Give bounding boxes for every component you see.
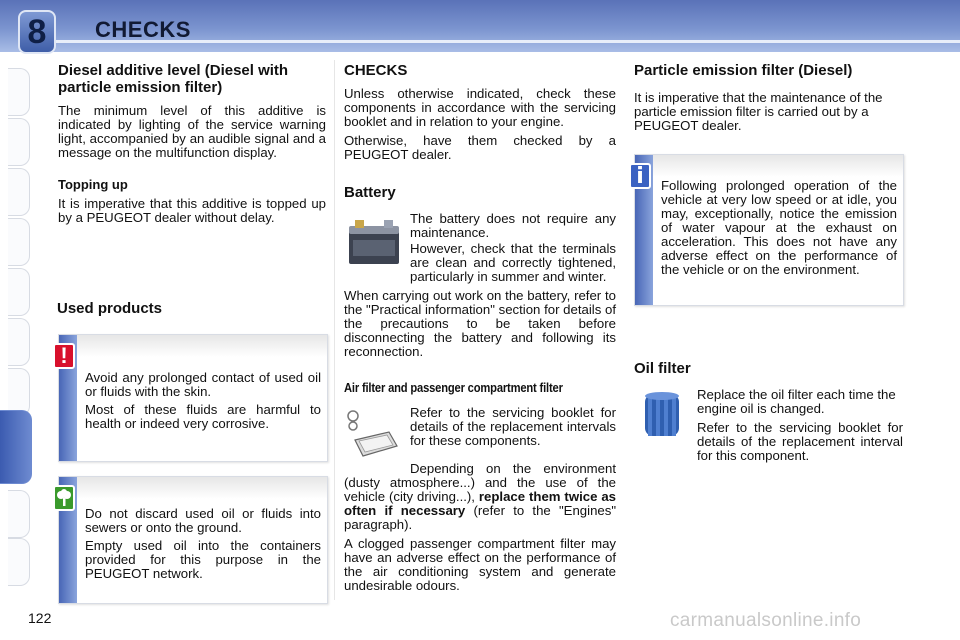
oil-filter-icon: [642, 390, 682, 445]
diesel-additive-title: Diesel additive level (Diesel with particle emission filter): [58, 62, 289, 96]
air-filter-intro: [410, 406, 616, 453]
air-filter-text-1: Refer to the servicing booklet for details of the replacement intervals for these components.: [410, 405, 616, 448]
warning-box-content: [85, 371, 321, 435]
info-text: Following prolonged operation of the vehicle at very low speed or at idle, you may, exceptionally, notice the emission of water vapour at the exhaust on acceleration. This does not have any adverse effect on the performance of the vehicle or on the environment.: [661, 178, 897, 277]
chapter-tab[interactable]: [8, 490, 30, 538]
warning-text-2: Most of these fluids are harmful to health or indeed very corrosive.: [85, 402, 321, 431]
chapter-tab[interactable]: [8, 368, 30, 416]
eco-tree-icon: [53, 485, 75, 511]
environment-text-1: Do not discard used oil or fluids into sewers or onto the ground.: [85, 506, 321, 535]
column-divider: [334, 60, 335, 600]
chapter-tabs: [0, 60, 32, 580]
particle-filter-section: [634, 62, 904, 138]
topping-up-title: Topping up: [58, 177, 128, 192]
oil-filter-body: [697, 388, 903, 468]
checks-title: CHECKS: [344, 62, 408, 79]
air-filter-emphasis: replace them twice as often if necessary: [344, 489, 616, 518]
battery-text-3: When carrying out work on the battery, refer to the "Practical information" section for details of the precautions to be taken before disconnecting the battery and following its reconnection.: [344, 288, 616, 359]
checks-text-2: Otherwise, have them checked by a PEUGEOT dealer.: [344, 133, 616, 162]
diesel-additive-section: [58, 62, 326, 230]
battery-text-1: The battery does not require any maintenance.: [410, 211, 616, 240]
page-number: 122: [28, 610, 52, 626]
air-filter-body: [344, 462, 616, 598]
air-filter-text-3: A clogged passenger compartment filter may have an adverse effect on the performance of the air conditioning system and generate undesirable odours.: [344, 536, 616, 593]
info-box-content: [661, 179, 897, 281]
battery-title: Battery: [344, 184, 396, 201]
topping-up-body: It is imperative that this additive is topped up by a PEUGEOT dealer without delay.: [58, 196, 326, 225]
particle-filter-title: Particle emission filter (Diesel): [634, 62, 853, 79]
page-title: CHECKS: [95, 17, 191, 42]
battery-text-2: However, check that the terminals are clean and correctly tightened, particularly in summer and winter.: [410, 241, 616, 284]
chapter-tab[interactable]: [8, 168, 30, 216]
battery-body: [344, 242, 616, 364]
chapter-tab[interactable]: [8, 318, 30, 366]
diesel-additive-body: The minimum level of this additive is indicated by lighting of the service warning light, accompanied by an audible signal and a message on the multifunction display.: [58, 103, 326, 160]
environment-text-2: Empty used oil into the containers provided for this purpose in the PEUGEOT network.: [85, 538, 321, 581]
warning-text-1: Avoid any prolonged contact of used oil or fluids with the skin.: [85, 370, 321, 399]
air-filter-title: Air filter and passenger compartment filter: [344, 380, 563, 395]
air-filter-text-2: Depending on the environment (dusty atmosphere...) and the use of the vehicle (city driving...), replace them twice as often if necessary (refer to the "Engines" paragraph).: [344, 461, 617, 532]
oil-filter-title: Oil filter: [634, 360, 691, 377]
chapter-tab-active[interactable]: [0, 410, 32, 484]
oil-filter-text-2: Refer to the servicing booklet for details of the replacement interval for this component.: [697, 420, 903, 463]
info-box: [634, 154, 904, 306]
cabin-filter-icon: [345, 410, 401, 465]
checks-text-1: Unless otherwise indicated, check these components in accordance with the servicing booklet and in relation to your engine.: [344, 86, 616, 129]
particle-filter-text: It is imperative that the maintenance of the particle emission filter is carried out by a PEUGEOT dealer.: [634, 90, 883, 133]
warning-box: [58, 334, 328, 462]
chapter-tab[interactable]: [8, 118, 30, 166]
chapter-tab[interactable]: [8, 268, 30, 316]
environment-box: [58, 476, 328, 604]
checks-section: [344, 62, 616, 167]
warning-icon: !: [53, 343, 75, 369]
watermark: carmanualsonline.info: [670, 610, 862, 631]
info-icon: i: [629, 163, 651, 189]
chapter-number-badge: 8: [18, 10, 56, 54]
chapter-tab[interactable]: [8, 538, 30, 586]
oil-filter-text-1: Replace the oil filter each time the engine oil is changed.: [697, 387, 896, 416]
used-products-title: Used products: [57, 300, 163, 317]
chapter-tab[interactable]: [8, 218, 30, 266]
chapter-tab[interactable]: [8, 68, 30, 116]
environment-box-content: [85, 507, 321, 585]
